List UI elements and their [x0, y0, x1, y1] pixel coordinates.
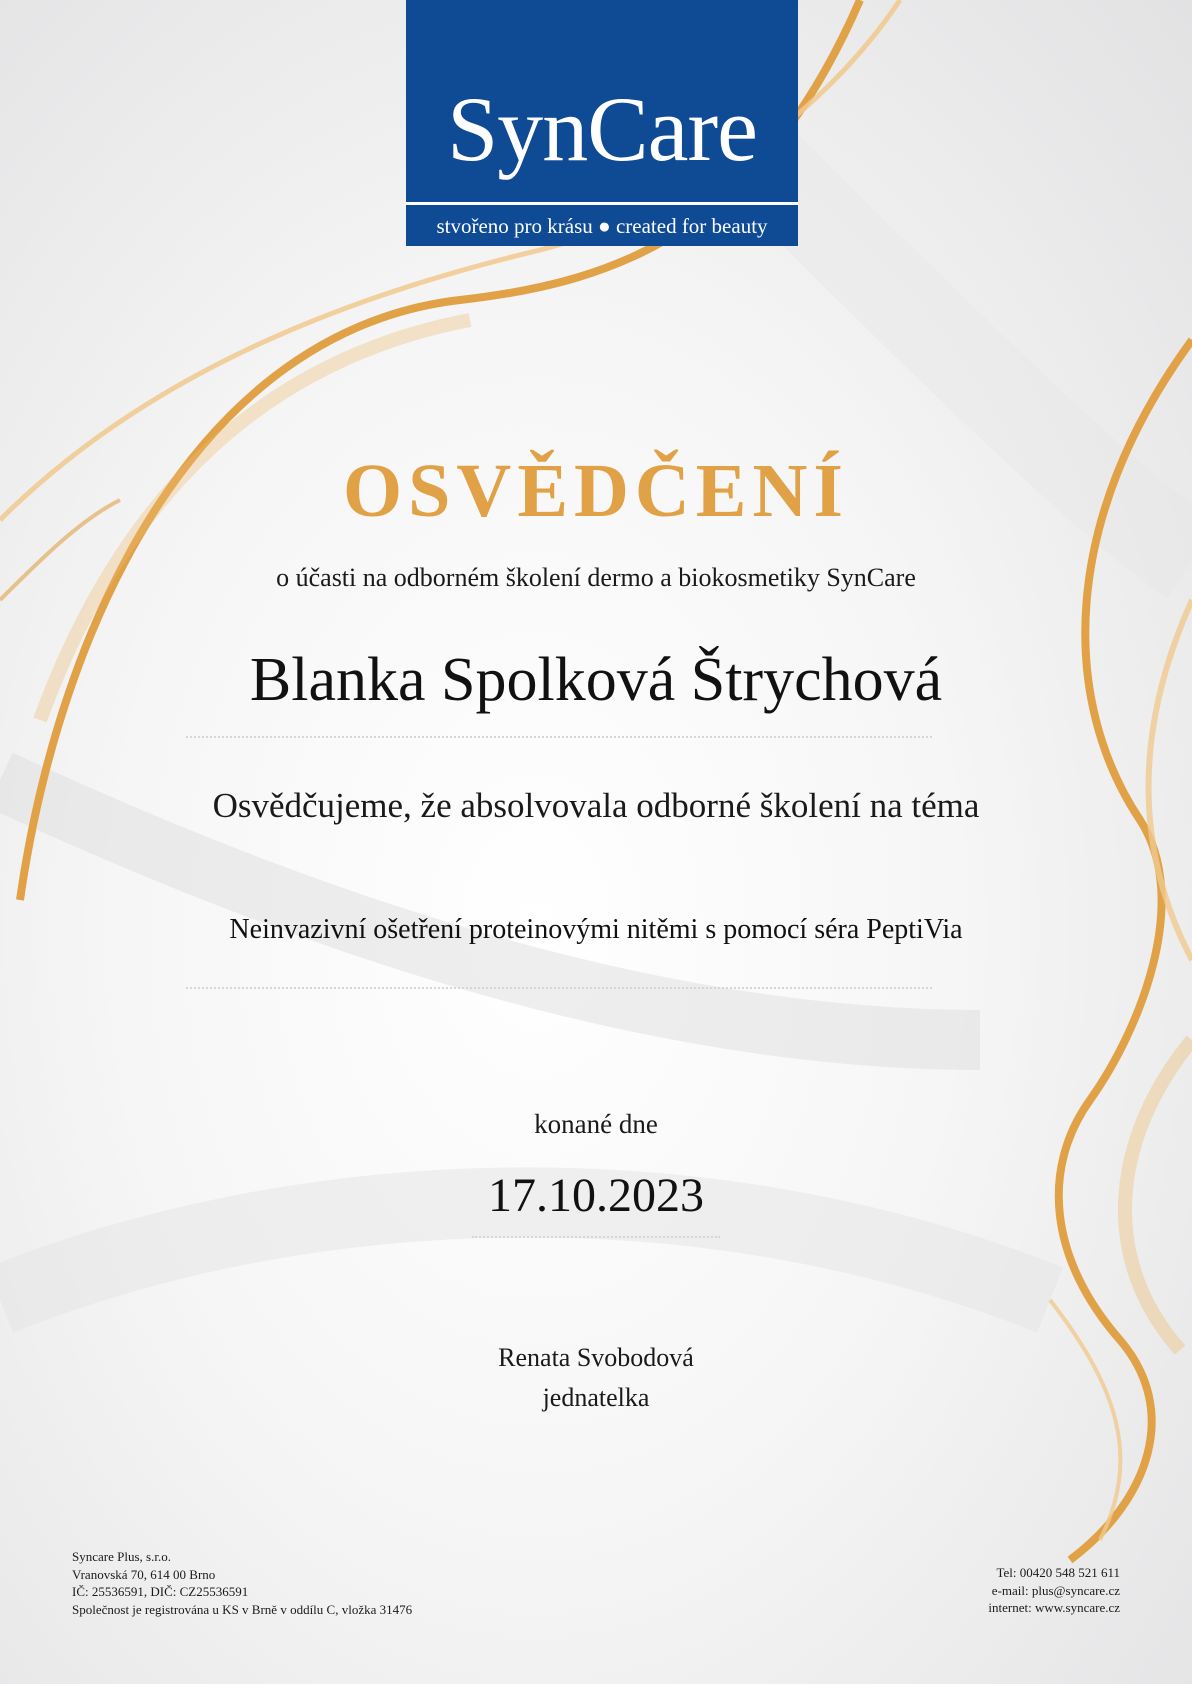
- topic-divider: [186, 987, 932, 989]
- training-topic: Neinvazivní ošetření proteinovými nitěmi s pomocí séra PeptiVia: [229, 914, 963, 945]
- contact-web: internet: www.syncare.cz: [988, 1600, 1120, 1615]
- company-info: [72, 1548, 412, 1618]
- company-registration: Společnost je registrována u KS v Brně v oddílu C, vložka 31476: [72, 1601, 413, 1617]
- logo-tagline: stvořeno pro krásu ● created for beauty: [406, 202, 798, 249]
- certificate-subtitle: o účasti na odborném školení dermo a biokosmetiky SynCare: [276, 563, 916, 592]
- company-ids: IČ: 25536591, DIČ: CZ25536591: [72, 1584, 249, 1599]
- company-name: Syncare Plus, s.r.o.: [72, 1549, 171, 1564]
- date-label: konané dne: [534, 1109, 658, 1139]
- recipient-name: Blanka Spolková Štrychová: [249, 646, 943, 714]
- certificate-title: OSVĚDČENÍ: [343, 449, 849, 533]
- contact-phone: Tel: 00420 548 521 611: [996, 1565, 1120, 1580]
- certification-statement: Osvědčujeme, že absolvovala odborné školení na téma: [212, 786, 980, 825]
- signer-name: Renata Svobodová: [498, 1343, 694, 1372]
- signer-role: jednatelka: [542, 1383, 650, 1412]
- company-address: Vranovská 70, 614 00 Brno: [72, 1566, 216, 1582]
- contact-email: e-mail: plus@syncare.cz: [991, 1582, 1120, 1598]
- training-date: 17.10.2023: [488, 1169, 704, 1222]
- syncare-logo: [406, 0, 798, 246]
- date-divider: [472, 1236, 720, 1238]
- name-divider: [186, 736, 932, 738]
- contact-info: [988, 1564, 1120, 1617]
- logo-wordmark: SynCare: [447, 78, 757, 180]
